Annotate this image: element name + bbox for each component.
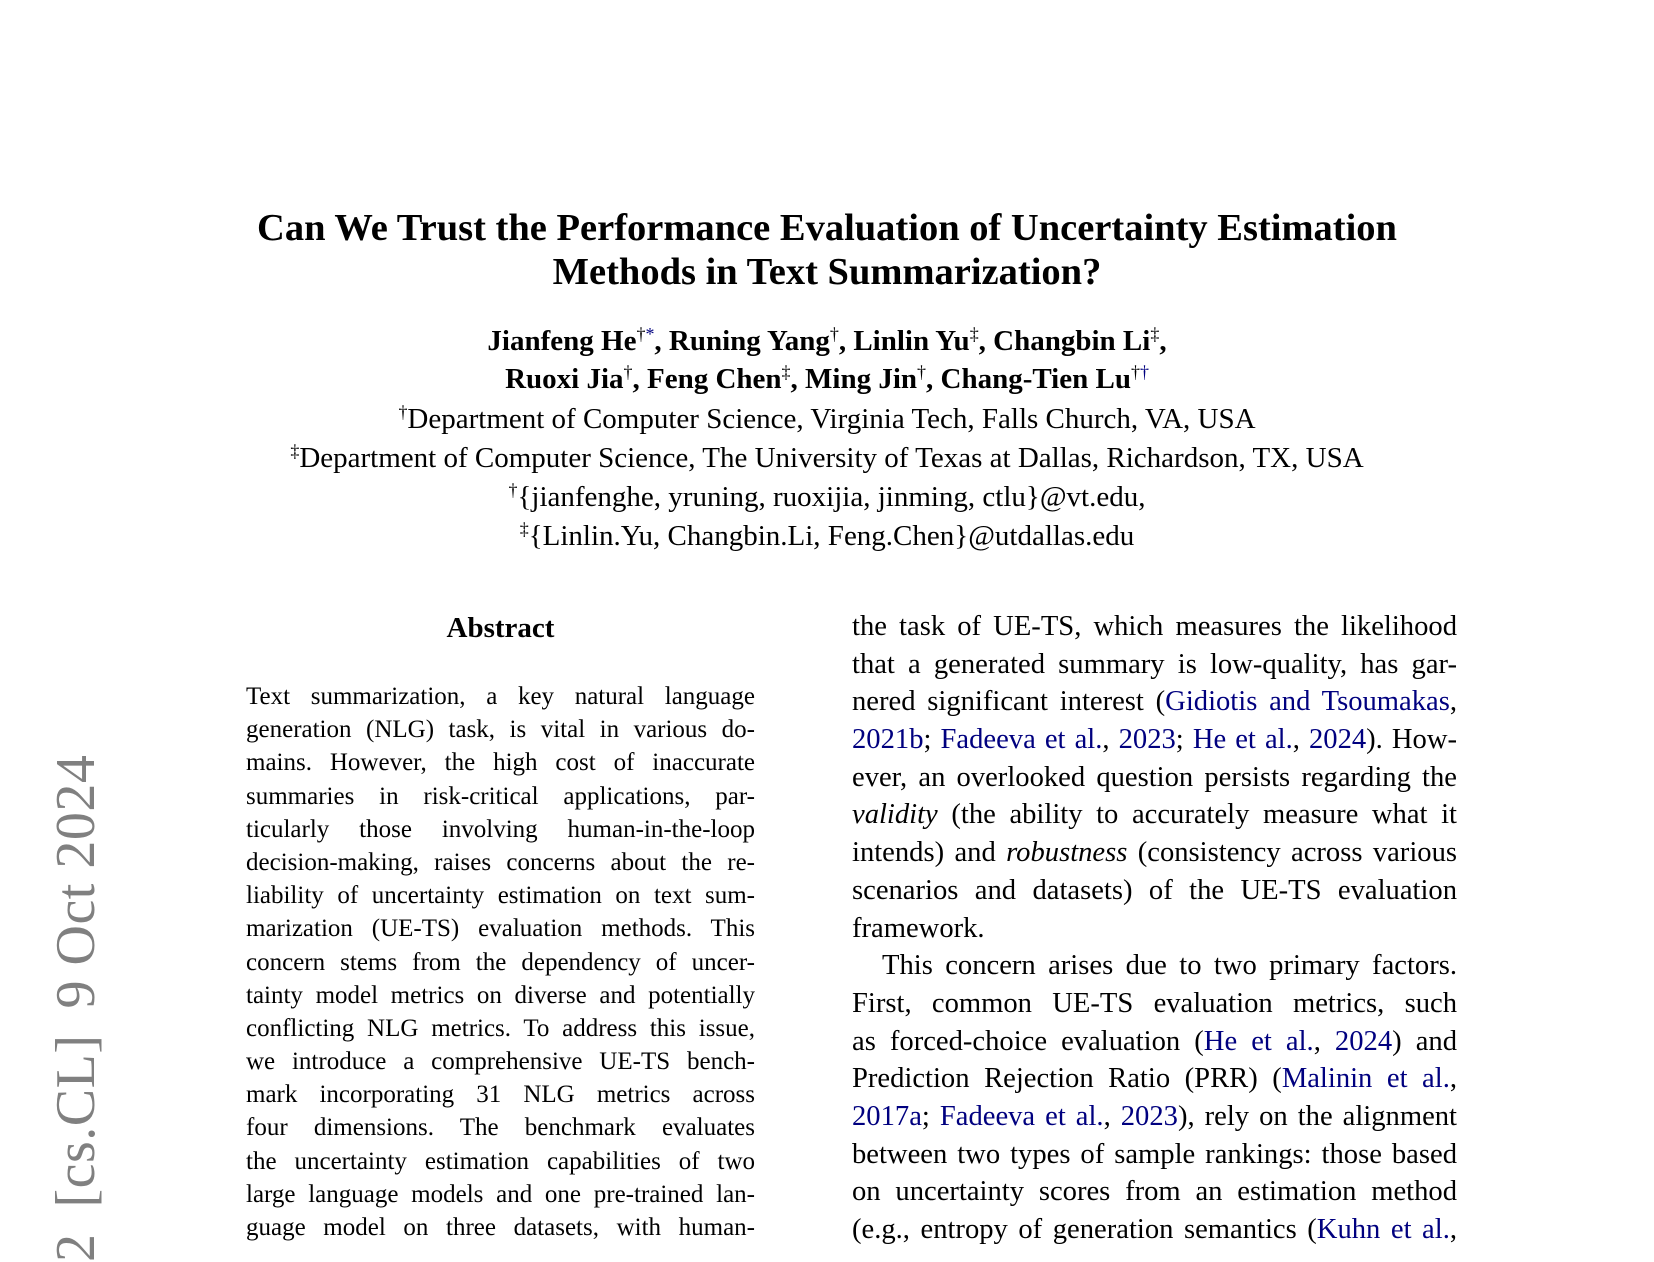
affiliation-mark: ‡ [520, 519, 529, 539]
body-line: framework. [852, 910, 1457, 948]
citation-link[interactable]: He et al. [1193, 724, 1293, 755]
affiliation-mark: ‡ [1150, 324, 1159, 344]
footnote-link[interactable]: * [645, 324, 654, 344]
abstract-line: guage model on three datasets, with human- [246, 1211, 755, 1244]
affiliation-mark: ‡ [782, 362, 791, 382]
affiliation-mark: † [624, 362, 633, 382]
author-name: Runing Yang [669, 325, 830, 357]
authors-line-2: Ruoxi Jia†, Feng Chen‡, Ming Jin†, Chang-Tien Lu†† [0, 360, 1654, 398]
affiliation-mark: † [509, 480, 518, 500]
email-utd: ‡{Linlin.Yu, Changbin.Li, Feng.Chen}@utdallas.edu [0, 517, 1654, 556]
body-line: on uncertainty scores from an estimation method [852, 1173, 1457, 1211]
authors-line-1: Jianfeng He†*, Runing Yang†, Linlin Yu‡, Changbin Li‡, [0, 322, 1654, 360]
citation-link[interactable]: Gidiotis and Tsoumakas [1165, 686, 1450, 717]
citation-link[interactable]: 2021b [852, 724, 923, 755]
citation-link[interactable]: Fadeeva et al. [941, 724, 1103, 755]
body-line: as forced-choice evaluation (He et al., 2024) and [852, 1023, 1457, 1061]
body-line: intends) and robustness (consistency across various [852, 834, 1457, 872]
intro-column [852, 608, 1457, 1249]
author-name: Chang-Tien Lu [941, 363, 1131, 395]
abstract-line: summaries in risk-critical applications, par- [246, 780, 755, 813]
body-line: 2017a; Fadeeva et al., 2023), rely on the alignment [852, 1098, 1457, 1136]
author-list [0, 322, 1654, 398]
arxiv-watermark [48, 755, 104, 1262]
abstract-line: large language models and one pre-trained lan- [246, 1178, 755, 1211]
citation-link[interactable]: 2023 [1121, 1101, 1178, 1132]
title-line-1: Can We Trust the Performance Evaluation of Uncertainty Estimation [0, 206, 1654, 250]
abstract-heading: Abstract [246, 610, 755, 646]
body-line: 2021b; Fadeeva et al., 2023; He et al., 2024). How- [852, 721, 1457, 759]
abstract-line: mains. However, the high cost of inaccurate [246, 746, 755, 779]
body-line: ever, an overlooked question persists regarding the [852, 759, 1457, 797]
affiliation-mark: † [636, 324, 645, 344]
abstract-line: the uncertainty estimation capabilities of two [246, 1145, 755, 1178]
title-line-2: Methods in Text Summarization? [0, 250, 1654, 294]
author-name: Jianfeng He [487, 325, 636, 357]
author-name: Ming Jin [805, 363, 917, 395]
affiliation-mark: ‡ [970, 324, 979, 344]
abstract-line: decision-making, raises concerns about the re- [246, 846, 755, 879]
body-line: that a generated summary is low-quality, has gar- [852, 646, 1457, 684]
body-line: the task of UE-TS, which measures the likelihood [852, 608, 1457, 646]
abstract-line: mark incorporating 31 NLG metrics across [246, 1078, 755, 1111]
author-name: Ruoxi Jia [505, 363, 623, 395]
arxiv-id-fragment: 2 [45, 1234, 107, 1262]
affiliation-mark: ‡ [290, 441, 299, 461]
email-vt: †{jianfenghe, yruning, ruoxijia, jinming, ctlu}@vt.edu, [0, 478, 1654, 517]
body-line: First, common UE-TS evaluation metrics, such [852, 985, 1457, 1023]
affiliation-vt: †Department of Computer Science, Virginia Tech, Falls Church, VA, USA [0, 400, 1654, 439]
body-line: This concern arises due to two primary factors. [852, 947, 1457, 985]
abstract-line: ticularly those involving human-in-the-loop [246, 813, 755, 846]
abstract-line: conflicting NLG metrics. To address this issue, [246, 1012, 755, 1045]
citation-link[interactable]: Kuhn et al. [1317, 1214, 1450, 1245]
body-line: Prediction Rejection Ratio (PRR) (Malinin et al., [852, 1060, 1457, 1098]
abstract-line: four dimensions. The benchmark evaluates [246, 1111, 755, 1144]
author-name: Linlin Yu [853, 325, 969, 357]
footnote-link[interactable]: † [1140, 362, 1149, 382]
author-name: Feng Chen [647, 363, 782, 395]
abstract-line: liability of uncertainty estimation on text sum- [246, 879, 755, 912]
citation-link[interactable]: 2024 [1335, 1026, 1392, 1057]
author-name: Changbin Li [993, 325, 1150, 357]
abstract-line: generation (NLG) task, is vital in various do- [246, 713, 755, 746]
abstract-line: concern stems from the dependency of uncer- [246, 946, 755, 979]
affiliation-utd: ‡Department of Computer Science, The University of Texas at Dallas, Richardson, TX, USA [0, 439, 1654, 478]
abstract-line: Text summarization, a key natural language [246, 680, 755, 713]
body-line: validity (the ability to accurately measure what it [852, 796, 1457, 834]
abstract-line: marization (UE-TS) evaluation methods. This [246, 912, 755, 945]
paper-title [0, 206, 1654, 294]
abstract-line: tainty model metrics on diverse and potentially [246, 979, 755, 1012]
affiliation-mark: † [398, 402, 407, 422]
citation-link[interactable]: 2024 [1309, 724, 1366, 755]
affiliation-mark: † [917, 362, 926, 382]
arxiv-category: [cs.CL] [45, 1034, 107, 1207]
citation-link[interactable]: Fadeeva et al. [940, 1101, 1104, 1132]
citation-link[interactable]: 2023 [1119, 724, 1176, 755]
body-line: (e.g., entropy of generation semantics (Kuhn et al., [852, 1211, 1457, 1249]
abstract-body [246, 680, 755, 1244]
citation-link[interactable]: 2017a [852, 1101, 922, 1132]
affiliation-mark: † [830, 324, 839, 344]
affiliation-mark: † [1131, 362, 1140, 382]
body-line: scenarios and datasets) of the UE-TS evaluation [852, 872, 1457, 910]
arxiv-date: 9 Oct 2024 [45, 755, 107, 1009]
body-line: between two types of sample rankings: those based [852, 1136, 1457, 1174]
citation-link[interactable]: He et al. [1204, 1026, 1314, 1057]
body-line: nered significant interest (Gidiotis and Tsoumakas, [852, 683, 1457, 721]
citation-link[interactable]: Malinin et al. [1282, 1063, 1450, 1094]
abstract-line: we introduce a comprehensive UE-TS bench- [246, 1045, 755, 1078]
affiliations [0, 400, 1654, 556]
